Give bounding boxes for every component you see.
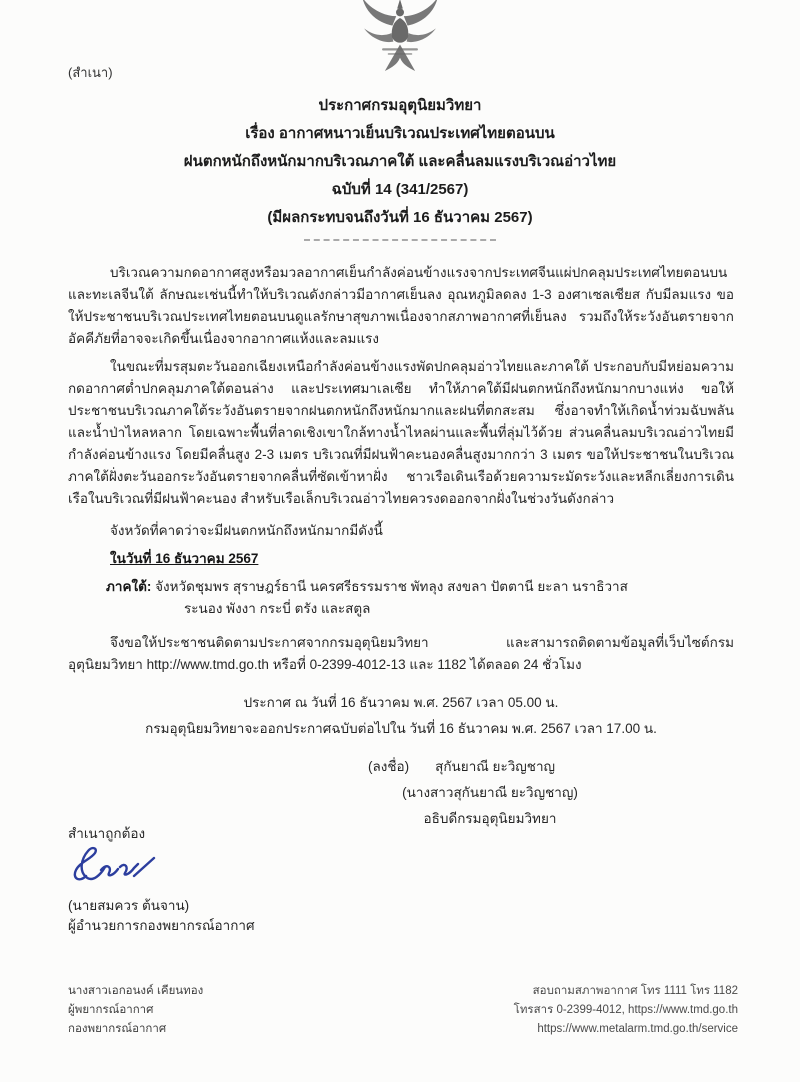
region-list <box>106 576 734 620</box>
contact-alert-url-line: https://www.metalarm.tmd.go.th/service <box>537 1023 738 1035</box>
issue-number: ฉบับที่ 14 (341/2567) <box>331 181 469 198</box>
document-header <box>0 92 800 232</box>
signer-fullname: (นางสาวสุกันยาณี ยะวิญชาญ) <box>402 785 578 800</box>
forecaster-division: กองพยากรณ์อากาศ <box>68 1023 167 1035</box>
document-body <box>68 262 734 832</box>
signed-line <box>368 754 734 780</box>
handwritten-signature <box>70 846 166 894</box>
garuda-emblem-icon <box>348 0 452 76</box>
paragraph-follow-up: จึงขอให้ประชาชนติดตามประกาศจากกรมอุตุนิยมวิทยา และสามารถติดตามข้อมูลที่เว็บไซต์กรมอุตุนิยมวิทยา http://www.tmd.go.th หรือที่ 0-2399-4012-13 และ 1182 ได้ตลอด 24 ชั่วโมง <box>68 635 734 672</box>
region-label: ภาคใต้: <box>106 579 152 594</box>
signed-label: (ลงชื่อ) <box>368 759 410 774</box>
signer-name: สุกันยาณี ยะวิญชาญ <box>435 759 556 774</box>
region-provinces-line2: ระนอง พังงา กระบี่ ตรัง และสตูล <box>184 601 371 616</box>
paragraph-monsoon: ในขณะที่มรสุมตะวันออกเฉียงเหนือกำลังค่อนข้างแรงพัดปกคลุมอ่าวไทยและภาคใต้ ประกอบกับมีหย่อมความกดอากาศต่ำปกคลุมภาคใต้ตอนล่าง และประเทศมาเลเซีย ทำให้ภาคใต้มีฝนตกหนักถึงหนักมากบางแห่ง ขอให้ประชาชนบริเวณภาคใต้ระวังอันตรายจากฝนตกหนักถึงหนักมากและฝนที่ตกสะสม ซึ่งอาจทำให้เกิดน้ำท่วมฉับพลันและน้ำป่าไหลหลาก โดยเฉพาะพื้นที่ลาดเชิงเขาใกล้ทางน้ำไหลผ่านและพื้นที่ลุ่มไว้ด้วย ส่วนคลื่นลมบริเวณอ่าวไทยมีกำลังค่อนข้างแรง โดยมีคลื่นสูง 2-3 เมตร บริเวณที่มีฝนฟ้าคะนองคลื่นสูงมากกว่า 3 เมตร ขอให้ประชาชนในบริเวณภาคใต้ฝั่งตะวันออกระวังอันตรายจากคลื่นที่ซัดเข้าหาฝั่ง ชาวเรือเดินเรือด้วยความระมัดระวังและหลีกเลี่ยงการเดินเรือในบริเวณที่มีฝนฟ้าคะนอง สำหรับเรือเล็กบริเวณอ่าวไทยควรงดออกจากฝั่งในช่วงวันดังกล่าว <box>68 359 734 506</box>
effective-note: (มีผลกระทบจนถึงวันที่ 16 ธันวาคม 2567) <box>267 209 533 226</box>
certifier-name: (นายสมควร ต้นจาน) <box>68 898 190 913</box>
next-issue-line: กรมอุตุนิยมวิทยาจะออกประกาศฉบับต่อไปใน วันที่ 16 ธันวาคม พ.ศ. 2567 เวลา 17.00 น. <box>145 721 657 736</box>
region-provinces-line1: จังหวัดชุมพร สุราษฎร์ธานี นครศรีธรรมราช พัทลุง สงขลา ปัตตานี ยะลา นราธิวาส <box>155 579 628 594</box>
forecaster-name: นางสาวเอกอนงค์ เคียนทอง <box>68 985 204 997</box>
certified-label: สำเนาถูกต้อง <box>68 826 146 841</box>
signer-title: อธิบดีกรมอุตุนิยมวิทยา <box>423 811 557 826</box>
copy-label: (สำเนา) <box>68 65 113 80</box>
subject-line-1: เรื่อง อากาศหนาวเย็นบริเวณประเทศไทยตอนบน <box>245 125 555 142</box>
dashed-divider <box>304 239 496 241</box>
forecaster-block <box>68 982 203 1039</box>
certifier-title: ผู้อำนวยการกองพยากรณ์อากาศ <box>68 918 255 933</box>
announced-at-line: ประกาศ ณ วันที่ 16 ธันวาคม พ.ศ. 2567 เวลา 05.00 น. <box>243 695 559 710</box>
provinces-intro: จังหวัดที่คาดว่าจะมีฝนตกหนักถึงหนักมากมีดังนี้ <box>110 523 383 538</box>
paragraph-cold-spell: บริเวณความกดอากาศสูงหรือมวลอากาศเย็นกำลังค่อนข้างแรงจากประเทศจีนแผ่ปกคลุมประเทศไทยตอนบนและทะเลจีนใต้ ลักษณะเช่นนี้ทำให้บริเวณดังกล่าวมีอากาศเย็นลง อุณหภูมิลดลง 1-3 องศาเซลเซียส กับมีลมแรง ขอให้ประชาชนบริเวณประเทศไทยตอนบนดูแลรักษาสุขภาพเนื่องจากสภาพอากาศที่เย็นลง รวมถึงให้ระวังอันตรายจากอัคคีภัยที่อาจจะเกิดขึ้นเนื่องจากอากาศแห้งและลมแรง <box>68 265 734 346</box>
forecaster-title: ผู้พยากรณ์อากาศ <box>68 1004 154 1016</box>
contact-phone-line: สอบถามสภาพอากาศ โทร 1111 โทร 1182 <box>532 985 738 997</box>
contact-block <box>514 982 738 1039</box>
certification-block <box>68 824 255 936</box>
document-title: ประกาศกรมอุตุนิยมวิทยา <box>318 97 482 114</box>
subject-line-2: ฝนตกหนักถึงหนักมากบริเวณภาคใต้ และคลื่นลมแรงบริเวณอ่าวไทย <box>183 153 617 170</box>
date-heading: ในวันที่ 16 ธันวาคม 2567 <box>110 551 259 566</box>
contact-fax-website-line: โทรสาร 0-2399-4012, https://www.tmd.go.th <box>513 1004 738 1016</box>
